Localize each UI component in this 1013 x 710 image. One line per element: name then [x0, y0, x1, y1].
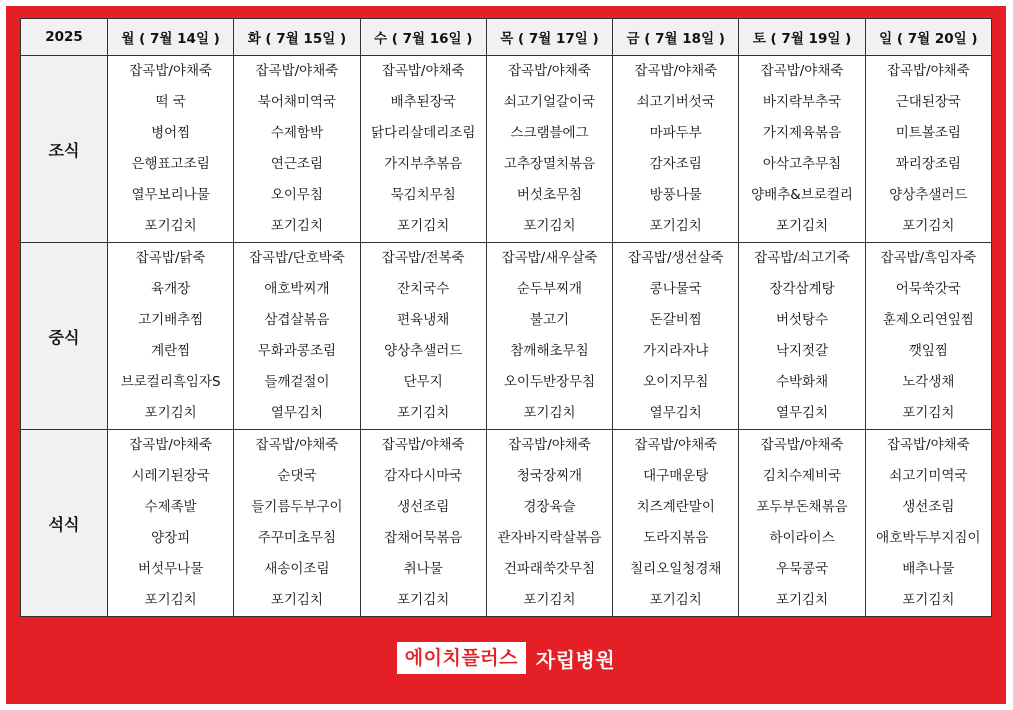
- menu-item: 잡채어묵볶음: [384, 530, 463, 546]
- menu-item: 애호박찌개: [264, 281, 330, 297]
- menu-item: 고기배추찜: [138, 312, 204, 328]
- menu-item: 아삭고추무침: [762, 156, 842, 172]
- menu-item: 잡곡밥/생선살죽: [627, 250, 724, 266]
- menu-item: 쇠고기미역국: [889, 468, 968, 484]
- menu-item: 참깨해초무침: [510, 343, 589, 359]
- menu-item: 연근조림: [270, 156, 323, 172]
- menu-item: 건파래쑥갓무침: [503, 561, 596, 577]
- menu-item: 미트볼조림: [895, 125, 961, 141]
- day-cell-thu: [486, 56, 612, 243]
- header-row: [21, 19, 992, 56]
- year-header: 2025: [21, 19, 108, 56]
- menu-item: 방풍나물: [649, 187, 702, 203]
- day-cell-tue: [234, 243, 360, 430]
- menu-item: 포기김치: [523, 592, 576, 608]
- menu-item: 열무보리나물: [131, 187, 210, 203]
- menu-item: 생선조림: [902, 499, 955, 515]
- menu-item: 편육냉채: [397, 312, 450, 328]
- menu-item: 오이무침: [270, 187, 323, 203]
- menu-item: 포기김치: [649, 218, 702, 234]
- menu-item: 시레기된장국: [131, 468, 210, 484]
- menu-item: 포기김치: [523, 218, 576, 234]
- meal-table-body: [21, 56, 992, 617]
- menu-item: 근대된장국: [895, 94, 961, 110]
- menu-item: 버섯무나물: [138, 561, 204, 577]
- menu-item: 포기김치: [144, 405, 197, 421]
- menu-item: 감자조림: [649, 156, 702, 172]
- menu-item: 잡곡밥/야채죽: [129, 63, 213, 79]
- menu-item: 콩나물국: [649, 281, 702, 297]
- menu-item: 포기김치: [902, 218, 955, 234]
- menu-item: 배추된장국: [390, 94, 456, 110]
- menu-item: 불고기: [529, 312, 570, 328]
- menu-item: 경장육슬: [523, 499, 576, 515]
- menu-item: 생선조림: [397, 499, 450, 515]
- menu-item: 잡곡밥/야채죽: [255, 63, 339, 79]
- menu-item: 포기김치: [144, 592, 197, 608]
- menu-item: 감자다시마국: [384, 468, 463, 484]
- menu-item: 양배추&브로컬리: [751, 187, 853, 203]
- menu-item: 포기김치: [902, 405, 955, 421]
- day-cell-sat: [739, 430, 865, 617]
- menu-item: 잡곡밥/야채죽: [634, 437, 718, 453]
- menu-item: 순두부찌개: [516, 281, 583, 297]
- menu-item: 잡곡밥/새우살죽: [501, 250, 598, 266]
- menu-item: 관자바지락살볶음: [497, 530, 602, 546]
- menu-item: 은행표고조림: [131, 156, 210, 172]
- menu-item: 잡곡밥/야채죽: [760, 63, 844, 79]
- menu-item: 포기김치: [397, 405, 450, 421]
- red-frame: [6, 6, 1006, 704]
- menu-item: 잡곡밥/야채죽: [381, 63, 465, 79]
- day-cell-fri: [613, 243, 739, 430]
- menu-item: 잡곡밥/야채죽: [129, 437, 213, 453]
- day-header-wed: 수 ( 7월 16일 ): [360, 19, 486, 56]
- day-header-sat: 토 ( 7월 19일 ): [739, 19, 865, 56]
- menu-item: 수제족발: [144, 499, 197, 515]
- menu-item: 열무김치: [270, 405, 323, 421]
- day-cell-mon: [108, 56, 234, 243]
- menu-item: 버섯탕수: [775, 312, 829, 328]
- day-cell-wed: [360, 430, 486, 617]
- day-cell-thu: [486, 243, 612, 430]
- menu-item: 잡곡밥/야채죽: [886, 437, 970, 453]
- day-cell-thu: [486, 430, 612, 617]
- meal-row: [21, 243, 992, 430]
- menu-item: 새송이조림: [264, 561, 330, 577]
- menu-item: 닭다리살데리조림: [371, 125, 476, 141]
- menu-item: 잡곡밥/야채죽: [634, 63, 718, 79]
- menu-item: 바지락부추국: [762, 94, 842, 110]
- menu-item: 포두부돈채볶음: [756, 499, 848, 515]
- menu-item: 장각삼계탕: [769, 281, 835, 297]
- meal-row: [21, 56, 992, 243]
- menu-item: 북어채미역국: [257, 94, 337, 110]
- menu-item: 노각생채: [902, 374, 955, 390]
- day-cell-sat: [739, 56, 865, 243]
- footer-logo: [6, 636, 1006, 680]
- menu-item: 대구매운탕: [643, 468, 709, 484]
- menu-item: 단무지: [403, 374, 443, 390]
- menu-item: 수제함박: [270, 125, 323, 141]
- day-cell-sat: [739, 243, 865, 430]
- day-cell-mon: [108, 430, 234, 617]
- menu-item: 무화과콩조림: [257, 343, 337, 359]
- menu-item: 주꾸미초무침: [257, 530, 337, 546]
- menu-item: 순댓국: [277, 468, 317, 484]
- menu-item: 잡곡밥/야채죽: [760, 437, 844, 453]
- day-header-sun: 일 ( 7월 20일 ): [865, 19, 991, 56]
- menu-item: 병어찜: [151, 125, 191, 141]
- day-header-fri: 금 ( 7월 18일 ): [613, 19, 739, 56]
- menu-item: 잔치국수: [397, 281, 450, 297]
- day-header-mon: 월 ( 7월 14일 ): [108, 19, 234, 56]
- menu-item: 고추장멸치볶음: [503, 156, 596, 172]
- menu-item: 깻잎찜: [908, 343, 948, 359]
- day-cell-sun: [865, 56, 991, 243]
- menu-item: 수박화채: [775, 374, 829, 390]
- menu-item: 잡곡밥/야채죽: [508, 63, 591, 79]
- menu-item: 치즈계란말이: [636, 499, 715, 515]
- day-cell-fri: [613, 56, 739, 243]
- menu-item: 포기김치: [397, 592, 450, 608]
- menu-item: 양상추샐러드: [384, 343, 463, 359]
- menu-item: 돈갈비찜: [649, 312, 702, 328]
- menu-item: 쇠고기얼갈이국: [503, 94, 596, 110]
- menu-item: 떡 국: [155, 94, 186, 110]
- menu-item: 하이라이스: [769, 530, 835, 546]
- meal-label: 중식: [21, 243, 108, 430]
- day-cell-sun: [865, 430, 991, 617]
- menu-item: 계란찜: [151, 343, 191, 359]
- day-header-thu: 목 ( 7월 17일 ): [486, 19, 612, 56]
- menu-item: 들기름두부구이: [251, 499, 343, 515]
- day-cell-tue: [234, 430, 360, 617]
- menu-item: 잡곡밥/야채죽: [255, 437, 339, 453]
- menu-item: 쇠고기버섯국: [636, 94, 715, 110]
- day-header-tue: 화 ( 7월 15일 ): [234, 19, 360, 56]
- menu-item: 열무김치: [775, 405, 829, 421]
- day-cell-sun: [865, 243, 991, 430]
- menu-item: 포기김치: [649, 592, 702, 608]
- menu-item: 훈제오리연잎찜: [882, 312, 974, 328]
- menu-item: 어묵쑥갓국: [895, 281, 961, 297]
- menu-item: 잡곡밥/단호박죽: [249, 250, 345, 266]
- menu-item: 오이두반장무침: [503, 374, 596, 390]
- meal-label: 조식: [21, 56, 108, 243]
- menu-item: 잡곡밥/닭죽: [135, 250, 206, 266]
- menu-item: 양장피: [151, 530, 191, 546]
- brand-logo-text: 자립병원: [535, 647, 616, 672]
- meal-row: [21, 430, 992, 617]
- menu-item: 우묵콩국: [775, 561, 829, 577]
- menu-item: 삼겹살볶음: [264, 312, 330, 328]
- menu-item: 포기김치: [523, 405, 576, 421]
- menu-item: 들깨겉절이: [264, 374, 330, 390]
- menu-item: 꽈리장조림: [895, 156, 961, 172]
- menu-item: 열무김치: [649, 405, 702, 421]
- menu-item: 가지라자냐: [643, 343, 709, 359]
- menu-item: 청국장찌개: [516, 468, 583, 484]
- menu-item: 스크램블에그: [510, 125, 589, 141]
- menu-item: 브로컬리흑임자S: [120, 374, 221, 390]
- menu-item: 잡곡밥/야채죽: [886, 63, 970, 79]
- day-cell-tue: [234, 56, 360, 243]
- menu-item: 가지부추볶음: [384, 156, 463, 172]
- menu-item: 양상추샐러드: [889, 187, 968, 203]
- meal-label: 석식: [21, 430, 108, 617]
- menu-item: 도라지볶음: [643, 530, 709, 546]
- menu-item: 취나물: [403, 561, 443, 577]
- menu-item: 포기김치: [397, 218, 450, 234]
- menu-item: 애호박두부지짐이: [876, 530, 981, 546]
- day-cell-wed: [360, 243, 486, 430]
- weekly-meal-table: [20, 18, 992, 617]
- menu-item: 포기김치: [775, 218, 829, 234]
- menu-item: 포기김치: [775, 592, 829, 608]
- menu-item: 가지제육볶음: [762, 125, 842, 141]
- menu-item: 김치수제비국: [762, 468, 842, 484]
- menu-item: 낙지젓갈: [775, 343, 829, 359]
- menu-item: 잡곡밥/전복죽: [381, 250, 465, 266]
- menu-item: 버섯초무침: [516, 187, 583, 203]
- menu-item: 포기김치: [902, 592, 955, 608]
- menu-item: 잡곡밥/쇠고기죽: [754, 250, 850, 266]
- menu-item: 포기김치: [270, 218, 323, 234]
- menu-item: 칠리오일청경채: [630, 561, 722, 577]
- menu-item: 잡곡밥/흑임자죽: [880, 250, 977, 266]
- day-cell-fri: [613, 430, 739, 617]
- menu-item: 육개장: [151, 281, 191, 297]
- menu-item: 잡곡밥/야채죽: [381, 437, 465, 453]
- brand-logo-box: 에이치플러스: [397, 642, 526, 674]
- menu-item: 배추나물: [902, 561, 955, 577]
- menu-item: 잡곡밥/야채죽: [508, 437, 591, 453]
- menu-item: 오이지무침: [643, 374, 709, 390]
- day-cell-mon: [108, 243, 234, 430]
- menu-item: 포기김치: [270, 592, 323, 608]
- menu-item: 묵김치무침: [390, 187, 456, 203]
- day-cell-wed: [360, 56, 486, 243]
- menu-item: 마파두부: [649, 125, 702, 141]
- menu-item: 포기김치: [144, 218, 197, 234]
